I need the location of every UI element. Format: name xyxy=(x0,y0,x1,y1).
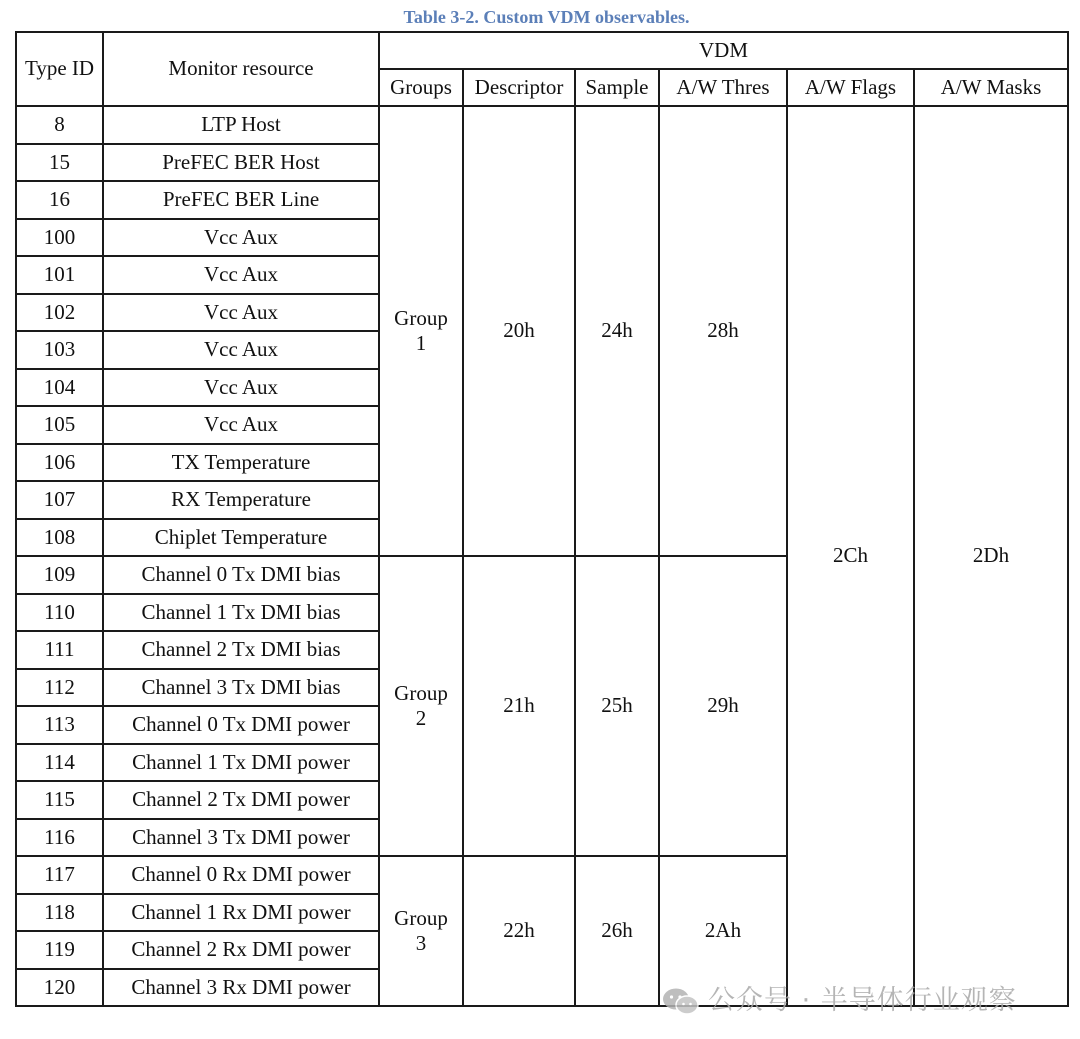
type-id-cell: 120 xyxy=(16,969,103,1007)
resource-cell: PreFEC BER Host xyxy=(103,144,379,182)
resource-cell: Chiplet Temperature xyxy=(103,519,379,557)
resource-cell: RX Temperature xyxy=(103,481,379,519)
type-id-cell: 112 xyxy=(16,669,103,707)
resource-cell: Vcc Aux xyxy=(103,331,379,369)
resource-cell: Channel 1 Rx DMI power xyxy=(103,894,379,932)
header-aw-masks: A/W Masks xyxy=(914,69,1068,106)
aw-flags-cell: 2Ch xyxy=(787,106,914,1006)
resource-cell: Vcc Aux xyxy=(103,219,379,257)
group-cell: Group 3 xyxy=(379,856,463,1006)
resource-cell: Vcc Aux xyxy=(103,256,379,294)
type-id-cell: 106 xyxy=(16,444,103,482)
wechat-icon xyxy=(662,987,700,1017)
resource-cell: Vcc Aux xyxy=(103,406,379,444)
resource-cell: Channel 0 Tx DMI bias xyxy=(103,556,379,594)
type-id-cell: 118 xyxy=(16,894,103,932)
type-id-cell: 115 xyxy=(16,781,103,819)
resource-cell: Channel 1 Tx DMI bias xyxy=(103,594,379,632)
type-id-cell: 117 xyxy=(16,856,103,894)
resource-cell: LTP Host xyxy=(103,106,379,144)
header-vdm: VDM xyxy=(379,32,1068,69)
aw-masks-cell: 2Dh xyxy=(914,106,1068,1006)
type-id-cell: 105 xyxy=(16,406,103,444)
thres-cell: 29h xyxy=(659,556,787,856)
resource-cell: Channel 1 Tx DMI power xyxy=(103,744,379,782)
resource-cell: Channel 3 Rx DMI power xyxy=(103,969,379,1007)
resource-cell: Channel 2 Tx DMI power xyxy=(103,781,379,819)
type-id-cell: 113 xyxy=(16,706,103,744)
type-id-cell: 102 xyxy=(16,294,103,332)
thres-cell: 2Ah xyxy=(659,856,787,1006)
type-id-cell: 103 xyxy=(16,331,103,369)
watermark-text: 公众号 · 半导体行业观察 xyxy=(708,985,1017,1016)
vdm-table xyxy=(15,31,1069,1007)
resource-cell: Vcc Aux xyxy=(103,294,379,332)
resource-cell: Channel 2 Rx DMI power xyxy=(103,931,379,969)
table-caption: Table 3-2. Custom VDM observables. xyxy=(403,7,690,27)
watermark xyxy=(662,978,1017,1017)
type-id-cell: 119 xyxy=(16,931,103,969)
type-id-cell: 8 xyxy=(16,106,103,144)
type-id-cell: 111 xyxy=(16,631,103,669)
header-aw-thres: A/W Thres xyxy=(659,69,787,106)
resource-cell: Channel 2 Tx DMI bias xyxy=(103,631,379,669)
table-row xyxy=(16,106,1068,144)
group-cell: Group 1 xyxy=(379,106,463,556)
type-id-cell: 114 xyxy=(16,744,103,782)
header-type-id: Type ID xyxy=(16,32,103,106)
type-id-cell: 100 xyxy=(16,219,103,257)
descriptor-cell: 22h xyxy=(463,856,575,1006)
header-monitor-resource: Monitor resource xyxy=(103,32,379,106)
type-id-cell: 116 xyxy=(16,819,103,857)
sample-cell: 24h xyxy=(575,106,659,556)
resource-cell: Channel 0 Rx DMI power xyxy=(103,856,379,894)
sample-cell: 25h xyxy=(575,556,659,856)
header-descriptor: Descriptor xyxy=(463,69,575,106)
resource-cell: Vcc Aux xyxy=(103,369,379,407)
type-id-cell: 108 xyxy=(16,519,103,557)
header-sample: Sample xyxy=(575,69,659,106)
group-cell: Group 2 xyxy=(379,556,463,856)
type-id-cell: 107 xyxy=(16,481,103,519)
resource-cell: TX Temperature xyxy=(103,444,379,482)
resource-cell: Channel 0 Tx DMI power xyxy=(103,706,379,744)
resource-cell: Channel 3 Tx DMI power xyxy=(103,819,379,857)
descriptor-cell: 21h xyxy=(463,556,575,856)
resource-cell: PreFEC BER Line xyxy=(103,181,379,219)
type-id-cell: 16 xyxy=(16,181,103,219)
thres-cell: 28h xyxy=(659,106,787,556)
sample-cell: 26h xyxy=(575,856,659,1006)
type-id-cell: 15 xyxy=(16,144,103,182)
resource-cell: Channel 3 Tx DMI bias xyxy=(103,669,379,707)
type-id-cell: 109 xyxy=(16,556,103,594)
type-id-cell: 104 xyxy=(16,369,103,407)
type-id-cell: 110 xyxy=(16,594,103,632)
header-groups: Groups xyxy=(379,69,463,106)
header-aw-flags: A/W Flags xyxy=(787,69,914,106)
descriptor-cell: 20h xyxy=(463,106,575,556)
type-id-cell: 101 xyxy=(16,256,103,294)
